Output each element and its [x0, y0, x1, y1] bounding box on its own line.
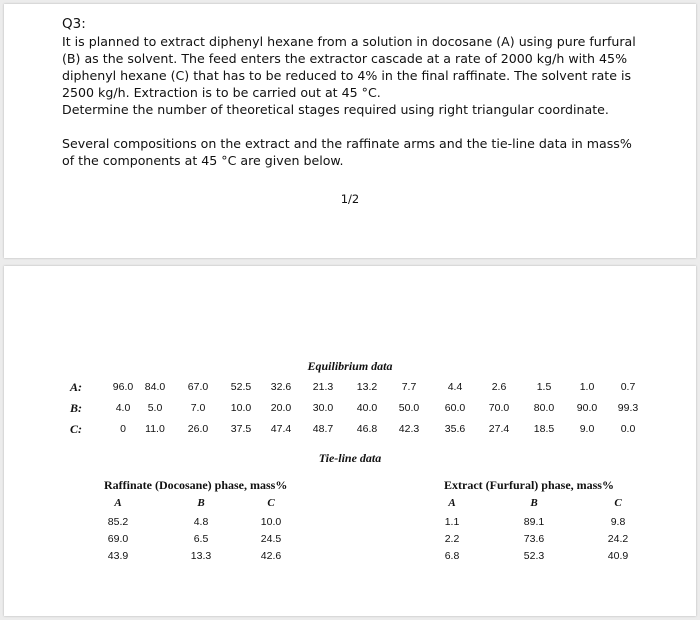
table-cell: 37.5	[230, 423, 252, 435]
table-cell: 20.0	[270, 402, 292, 414]
table-cell: 42.6	[260, 550, 282, 562]
table-cell: 0	[120, 423, 126, 435]
table-cell: 2.2	[444, 533, 460, 545]
table-cell: 90.0	[576, 402, 598, 414]
table-cell: 30.0	[312, 402, 334, 414]
table-cell: 89.1	[523, 516, 545, 528]
table-cell: 50.0	[398, 402, 420, 414]
table-cell: 0.7	[620, 381, 636, 393]
table-cell: 35.6	[444, 423, 466, 435]
table-cell: 1.1	[444, 516, 460, 528]
data-intro	[62, 135, 652, 169]
table-cell: 70.0	[488, 402, 510, 414]
table-cell: 84.0	[144, 381, 166, 393]
table-cell: 13.2	[356, 381, 378, 393]
intro-line: Several compositions on the extract and the raffinate arms and the tie-line data in mass%	[62, 136, 632, 151]
equilibrium-title: Equilibrium data	[307, 359, 393, 373]
question-body	[62, 33, 652, 186]
column-header: A	[448, 497, 456, 509]
table-cell: 73.6	[523, 533, 545, 545]
column-header: C	[614, 497, 622, 509]
data-page	[4, 266, 696, 616]
table-cell: 69.0	[107, 533, 129, 545]
table-cell: 4.8	[193, 516, 209, 528]
table-cell: 0.0	[620, 423, 636, 435]
table-cell: 21.3	[312, 381, 334, 393]
raffinate-table-title: Raffinate (Docosane) phase, mass%	[104, 478, 288, 492]
table-cell: 5.0	[147, 402, 163, 414]
table-cell: 42.3	[398, 423, 420, 435]
table-cell: 10.0	[230, 402, 252, 414]
table-cell: 32.6	[270, 381, 292, 393]
table-cell: 40.0	[356, 402, 378, 414]
table-cell: 18.5	[533, 423, 555, 435]
extract-table-title: Extract (Furfural) phase, mass%	[444, 478, 614, 492]
table-cell: 2.6	[491, 381, 507, 393]
table-cell: 60.0	[444, 402, 466, 414]
table-cell: 85.2	[107, 516, 129, 528]
table-cell: 11.0	[145, 423, 165, 435]
table-cell: 7.7	[401, 381, 417, 393]
table-cell: 24.5	[260, 533, 282, 545]
table-cell: 96.0	[112, 381, 134, 393]
row-label: C:	[70, 422, 82, 436]
table-cell: 48.7	[312, 423, 334, 435]
column-header: B	[197, 497, 205, 509]
table-cell: 26.0	[187, 423, 209, 435]
table-cell: 6.8	[444, 550, 460, 562]
table-cell: 24.2	[607, 533, 629, 545]
table-cell: 7.0	[190, 402, 206, 414]
table-cell: 9.8	[610, 516, 626, 528]
problem-line: diphenyl hexane (C) that has to be reduced to 4% in the final raffinate. The solvent rate is	[62, 68, 632, 83]
column-header: B	[530, 497, 538, 509]
problem-line: 2500 kg/h. Extraction is to be carried out at 45 °C.	[62, 85, 381, 100]
table-cell: 99.3	[617, 402, 639, 414]
problem-line: (B) as the solvent. The feed enters the extractor cascade at a rate of 2000 kg/h with 45%	[62, 51, 628, 66]
problem-statement	[62, 33, 652, 118]
table-cell: 46.8	[356, 423, 378, 435]
table-cell: 6.5	[193, 533, 209, 545]
table-cell: 47.4	[270, 423, 292, 435]
column-header: A	[114, 497, 122, 509]
table-cell: 13.3	[190, 550, 212, 562]
row-label: A:	[70, 380, 82, 394]
table-cell: 9.0	[579, 423, 595, 435]
table-cell: 10.0	[260, 516, 282, 528]
table-cell: 4.4	[447, 381, 463, 393]
question-page	[4, 4, 696, 258]
table-cell: 52.5	[230, 381, 252, 393]
problem-line: Determine the number of theoretical stages required using right triangular coordinate.	[62, 102, 609, 117]
table-cell: 67.0	[187, 381, 209, 393]
problem-line: It is planned to extract diphenyl hexane from a solution in docosane (A) using pure furfural	[62, 34, 636, 49]
page-number: 1/2	[340, 192, 360, 206]
table-cell: 27.4	[488, 423, 510, 435]
table-cell: 40.9	[607, 550, 629, 562]
table-cell: 1.5	[536, 381, 552, 393]
question-title: Q3:	[62, 16, 86, 32]
intro-line: of the components at 45 °C are given below.	[62, 153, 344, 168]
table-cell: 80.0	[533, 402, 555, 414]
column-header: C	[267, 497, 275, 509]
table-cell: 52.3	[523, 550, 545, 562]
table-cell: 4.0	[115, 402, 131, 414]
row-label: B:	[70, 401, 82, 415]
table-cell: 1.0	[579, 381, 595, 393]
tie-line-title: Tie-line data	[318, 451, 382, 465]
table-cell: 43.9	[107, 550, 129, 562]
